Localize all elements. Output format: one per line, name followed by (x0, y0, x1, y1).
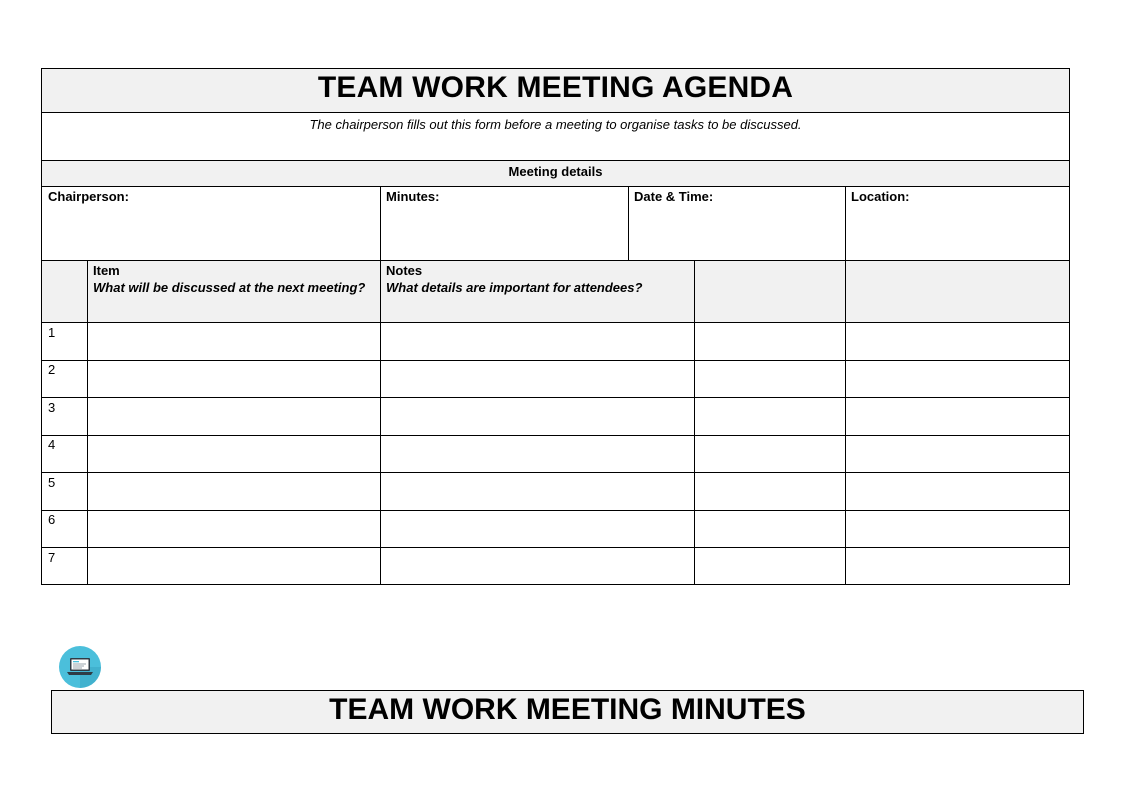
table-row[interactable] (42, 398, 1069, 436)
location-label: Location: (851, 189, 910, 204)
row-number: 6 (48, 512, 56, 527)
row-number: 7 (48, 550, 56, 565)
notes-column-header (380, 261, 694, 322)
location-field[interactable] (845, 187, 1069, 260)
row-number: 2 (48, 362, 56, 377)
minutes-field[interactable] (380, 187, 628, 260)
item-column-header (87, 261, 380, 322)
table-row[interactable] (42, 360, 1069, 398)
row-number: 5 (48, 475, 56, 490)
date-time-field[interactable] (628, 187, 845, 260)
agenda-column-headers (42, 261, 1069, 323)
meeting-fields-row (42, 187, 1069, 261)
agenda-subtitle-band (42, 113, 1069, 161)
item-column-title: Item (93, 263, 120, 278)
column-divider (845, 261, 846, 584)
item-column-prompt: What will be discussed at the next meeting? (93, 280, 366, 295)
notes-column-title: Notes (386, 263, 423, 278)
table-row[interactable] (42, 323, 1069, 361)
row-number: 1 (48, 325, 56, 340)
agenda-table (41, 68, 1070, 585)
laptop-icon (58, 645, 102, 689)
column-divider (87, 261, 88, 584)
column-divider (694, 261, 695, 584)
minutes-title-band (51, 690, 1084, 734)
meeting-details-band (42, 161, 1069, 187)
column-divider (380, 261, 381, 584)
row-number: 4 (48, 437, 56, 452)
table-row[interactable] (42, 435, 1069, 473)
minutes-label: Minutes: (386, 189, 440, 204)
agenda-title: TEAM WORK MEETING AGENDA (317, 71, 794, 104)
notes-column-prompt: What details are important for attendees? (386, 280, 643, 295)
table-row[interactable] (42, 548, 1069, 586)
table-row[interactable] (42, 510, 1069, 548)
minutes-title: TEAM WORK MEETING MINUTES (329, 693, 806, 726)
agenda-subtitle: The chairperson fills out this form before a meeting to organise tasks to be discussed. (309, 117, 802, 132)
date-time-label: Date & Time: (634, 189, 714, 204)
chairperson-field[interactable] (42, 187, 380, 260)
table-row[interactable] (42, 473, 1069, 511)
chairperson-label: Chairperson: (48, 189, 129, 204)
row-number: 3 (48, 400, 56, 415)
agenda-title-band (42, 69, 1069, 113)
meeting-details-header: Meeting details (508, 164, 603, 179)
